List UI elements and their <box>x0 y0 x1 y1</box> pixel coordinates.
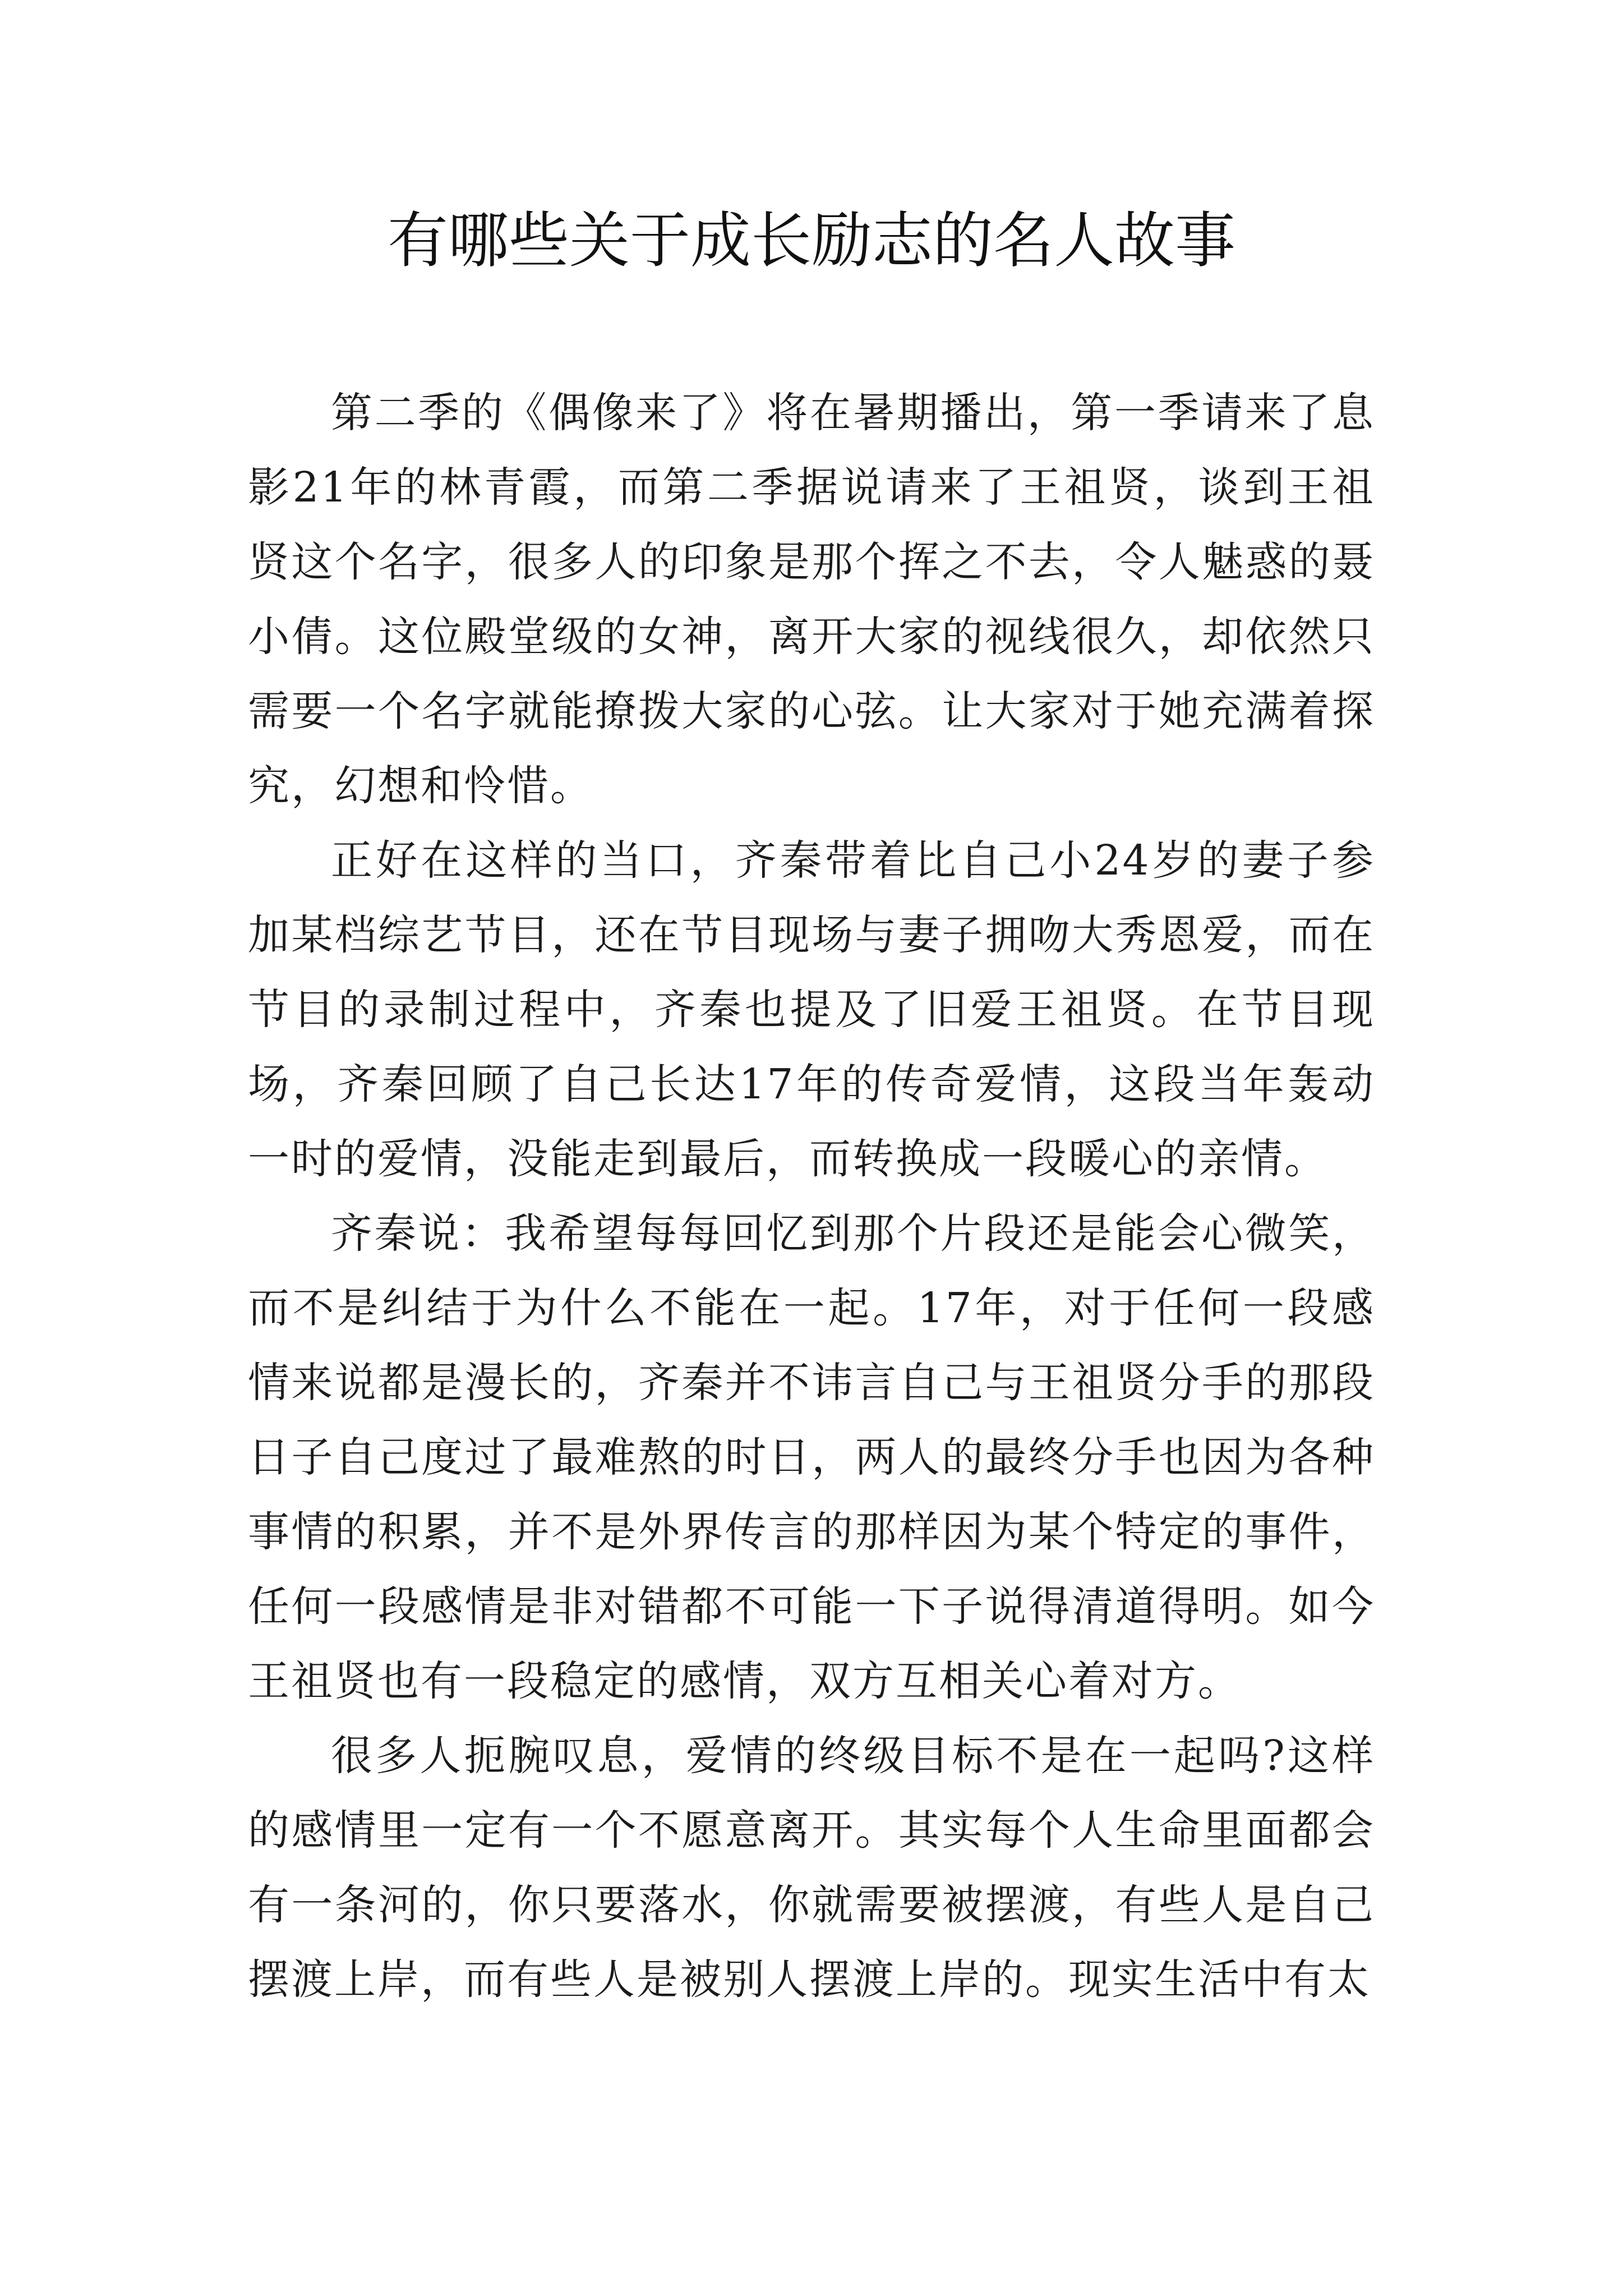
paragraph-4: 很多人扼腕叹息，爱情的终级目标不是在一起吗?这样的感情里一定有一个不愿意离开。其实每个人生命里面都会有一条河的，你只要落水，你就需要被摆渡，有些人是自己摆渡上岸，而有些人是被别人摆渡上岸的。现实生活中有太 <box>248 1732 1375 2004</box>
paragraph-2: 正好在这样的当口，齐秦带着比自己小24岁的妻子参加某档综艺节目，还在节目现场与妻子拥吻大秀恩爱，而在节目的录制过程中，齐秦也提及了旧爱王祖贤。在节目现场，齐秦回顾了自己长达17年的传奇爱情，这段当年轰动一时的爱情，没能走到最后，而转换成一段暖心的亲情。 <box>248 836 1375 1183</box>
document-title: 有哪些关于成长励志的名人故事 <box>387 206 1235 276</box>
paragraph-3: 齐秦说：我希望每每回忆到那个片段还是能会心微笑，而不是纠结于为什么不能在一起。17年，对于任何一段感情来说都是漫长的，齐秦并不讳言自己与王祖贤分手的那段日子自己度过了最难熬的时日，两人的最终分手也因为各种事情的积累，并不是外界传言的那样因为某个特定的事件，任何一段感情是非对错都不可能一下子说得清道得明。如今王祖贤也有一段稳定的感情，双方互相关心着对方。 <box>248 1209 1375 1705</box>
paragraph-1: 第二季的《偶像来了》将在暑期播出，第一季请来了息影21年的林青霞，而第二季据说请来了王祖贤，谈到王祖贤这个名字，很多人的印象是那个挥之不去，令人魅惑的聂小倩。这位殿堂级的女神，离开大家的视线很久，却依然只需要一个名字就能撩拨大家的心弦。让大家对于她充满着探究，幻想和怜惜。 <box>248 389 1375 810</box>
document-body <box>248 376 1375 2017</box>
